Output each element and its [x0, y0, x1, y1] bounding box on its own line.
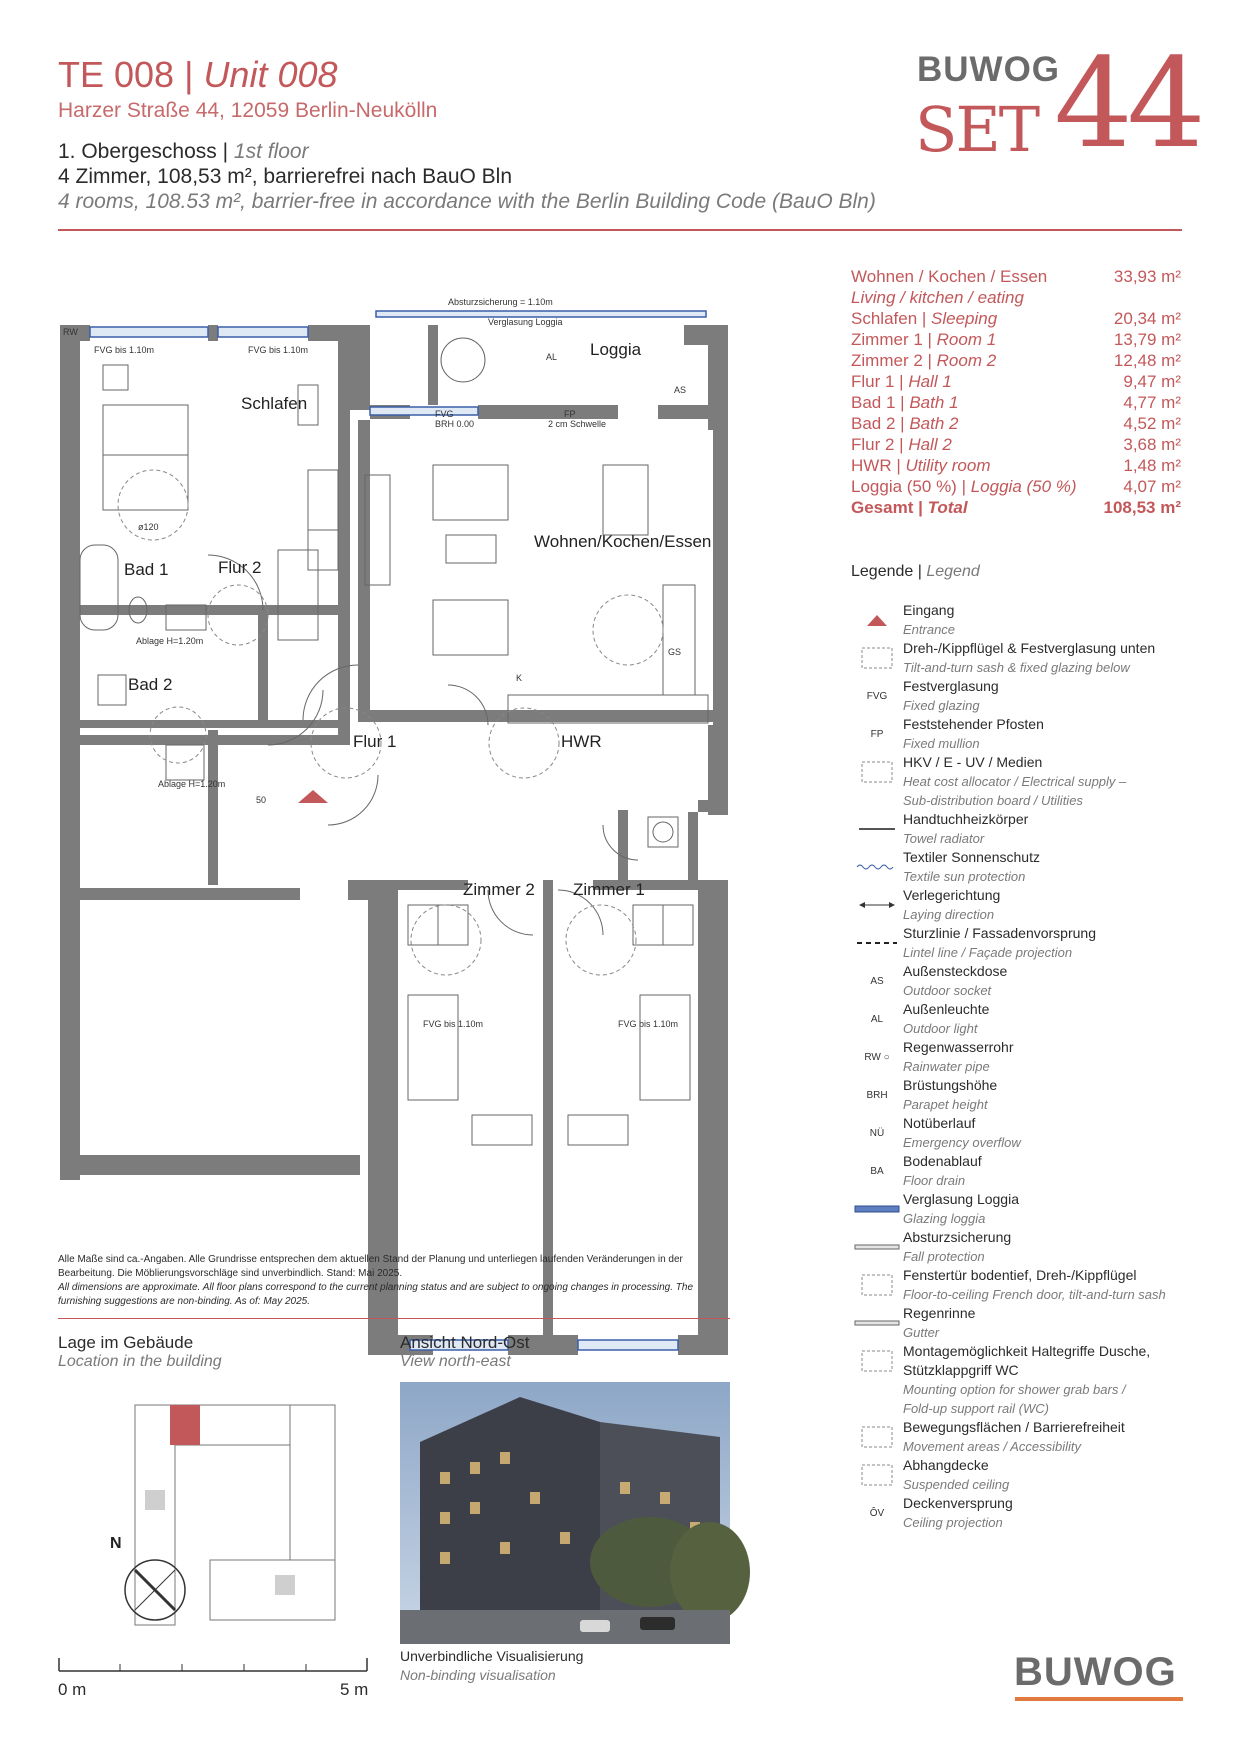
label-rw: RW: [63, 327, 78, 337]
area-label-de: Schlafen |: [851, 309, 927, 328]
legend-de: Außensteckdose: [903, 963, 1008, 979]
legend-en: Fixed glazing: [903, 698, 980, 713]
gutter-icon: [851, 1304, 903, 1342]
area-label-de: Flur 1 |: [851, 372, 904, 391]
legend-de: Brüstungshöhe: [903, 1077, 998, 1093]
area-row-en: [851, 287, 1181, 308]
legend-text: [903, 1190, 1191, 1228]
area-row: [851, 266, 1181, 287]
rooms-summary-de: 4 Zimmer, 108,53 m², barrierefrei nach BauO Bln: [58, 165, 513, 188]
legend-text: [903, 924, 1191, 962]
label-fvg: FVG bis 1.10m: [94, 345, 155, 355]
legend-text: [903, 1456, 1191, 1494]
area-value: 20,34 m²: [1113, 309, 1181, 328]
entrance-icon: [851, 601, 903, 639]
legend-en: Suspended ceiling: [903, 1477, 1010, 1492]
legend-text: [903, 1076, 1191, 1114]
location-title-de: Lage im Gebäude: [58, 1333, 194, 1352]
legend-item: [851, 601, 1191, 639]
laying-direction-icon: [851, 886, 903, 924]
area-label: [851, 476, 1077, 497]
area-row: [851, 476, 1181, 497]
legend-en: Lintel line / Façade projection: [903, 945, 1073, 960]
legend-en: Laying direction: [903, 907, 995, 922]
area-value: 33,93 m²: [1113, 267, 1181, 286]
area-label-en: Total: [927, 498, 968, 517]
legend-de: Feststehender Pfosten: [903, 716, 1044, 732]
disclaimer-en: All dimensions are approximate. All floor plans correspond to the current planning status and are subject to ongoing changes in processing. The furnishing suggestions are non-binding. As of: May 2025.: [58, 1282, 693, 1307]
legend-de: Regenwasserrohr: [903, 1039, 1014, 1055]
area-label-en: Bath 2: [909, 414, 959, 433]
legend-en: Emergency overflow: [903, 1135, 1021, 1150]
legend-en: Fixed mullion: [903, 736, 980, 751]
legend-text: [903, 848, 1191, 886]
floor-en: 1st floor: [233, 140, 309, 163]
floor-drain-icon: BA: [870, 1165, 884, 1177]
legend-item: [851, 1418, 1191, 1456]
legend-item: [851, 810, 1191, 848]
legend-list: [851, 601, 1191, 1532]
area-label: [851, 434, 952, 455]
area-label-de: Gesamt |: [851, 498, 923, 517]
north-label: N: [110, 1535, 122, 1552]
legend-en: Sub-distribution board / Utilities: [903, 793, 1083, 808]
entrance-marker: [298, 790, 328, 803]
legend-en: Floor-to-ceiling French door, tilt-and-turn sash: [903, 1287, 1166, 1302]
legend-en: Outdoor socket: [903, 983, 992, 998]
rooms-summary-en: 4 rooms, 108.53 m², barrier-free in accordance with the Berlin Building Code (BauO Bln): [58, 190, 876, 213]
room-hwr: HWR: [561, 732, 602, 751]
label-d120: ø120: [138, 522, 159, 532]
loggia-table: [441, 338, 485, 382]
building-visualisation: [400, 1382, 730, 1644]
legend-item: [851, 848, 1191, 886]
legend-de: Dreh-/Kippflügel & Festverglasung unten: [903, 640, 1156, 656]
notes-divider: [58, 1318, 730, 1319]
legend-item: [851, 1228, 1191, 1266]
legend-en: Movement areas / Accessibility: [903, 1439, 1081, 1454]
bed-schlafen: [103, 405, 188, 510]
legend-title: [851, 563, 980, 581]
area-label-en: Living / kitchen / eating: [851, 288, 1024, 307]
legend-de: Deckenversprung: [903, 1495, 1013, 1511]
legend-de: Eingang: [903, 602, 955, 618]
room-zimmer2: Zimmer 2: [463, 880, 535, 899]
visualisation-caption-de: Unverbindliche Visualisierung: [400, 1648, 584, 1664]
area-row: [851, 434, 1181, 455]
towel-radiator-icon: [851, 810, 903, 848]
legend-text: [903, 810, 1191, 848]
area-label-de: Wohnen / Kochen / Essen: [851, 267, 1048, 286]
legend-text: [903, 1228, 1191, 1266]
label-fp: FP: [564, 409, 576, 419]
fixed-glazing-icon: FVG: [866, 690, 888, 702]
area-label-de: Loggia (50 %) |: [851, 477, 966, 496]
area-row: [851, 413, 1181, 434]
area-value: 4,07 m²: [1123, 477, 1181, 496]
room-bad1: Bad 1: [124, 560, 169, 579]
dining-table: [603, 465, 648, 535]
area-row: [851, 350, 1181, 371]
utilities-icon: [851, 753, 903, 791]
area-value: 9,47 m²: [1123, 372, 1181, 391]
legend-en: Textile sun protection: [903, 869, 1026, 884]
suspended-ceiling-icon: [851, 1456, 903, 1494]
legend-item: [851, 962, 1191, 1000]
legend-item: [851, 753, 1191, 810]
legend-text: [903, 1266, 1191, 1304]
label-absturz: Absturzsicherung = 1.10m: [448, 297, 553, 307]
legend-en: Mounting option for shower grab bars /: [903, 1382, 1126, 1397]
area-label: [851, 497, 968, 518]
legend-item: [851, 1190, 1191, 1228]
legend-de: Verlegerichtung: [903, 887, 1001, 903]
area-row: [851, 308, 1181, 329]
area-label-en: Room 1: [936, 330, 997, 349]
area-label-en: Room 2: [936, 351, 997, 370]
legend-en: Rainwater pipe: [903, 1059, 990, 1074]
legend-de: Stützklappgriff WC: [903, 1362, 1019, 1378]
area-label-de: Bad 1 |: [851, 393, 905, 412]
legend-de: Außenleuchte: [903, 1001, 990, 1017]
fall-protection-icon: [851, 1228, 903, 1266]
label-as: AS: [674, 385, 687, 395]
legend-en: Outdoor light: [903, 1021, 978, 1036]
room-zimmer1: Zimmer 1: [573, 880, 645, 899]
legend-text: [903, 886, 1191, 924]
label-brh: BRH 0.00: [435, 419, 475, 429]
area-row: [851, 497, 1181, 518]
parapet-icon: BRH: [866, 1089, 888, 1101]
floor-line: [58, 140, 309, 164]
legend-en: Heat cost allocator / Electrical supply –: [903, 774, 1127, 789]
label-schwelle: 2 cm Schwelle: [548, 419, 607, 429]
legend-text: [903, 601, 1191, 639]
footer-logo-underline: [1015, 1697, 1183, 1701]
bed-zimmer2: [408, 995, 458, 1100]
area-label-de: Zimmer 2 |: [851, 351, 932, 370]
legend-en: Gutter: [903, 1325, 940, 1340]
label-ablage: Ablage H=1.20m: [136, 636, 204, 646]
room-flur1: Flur 1: [353, 732, 397, 751]
area-label: [851, 329, 996, 350]
legend-item: [851, 715, 1191, 753]
legend-item: [851, 1494, 1191, 1532]
label-fvg: FVG: [435, 409, 454, 419]
loggia-glazing-icon: [851, 1190, 903, 1228]
area-label-de: Zimmer 1 |: [851, 330, 932, 349]
legend-text: [903, 639, 1191, 677]
room-wohnen: Wohnen/Kochen/Essen: [534, 532, 712, 551]
location-section: [58, 1333, 222, 1371]
footer-brand-logo: BUWOG: [1014, 1650, 1177, 1694]
legend-de: Abhangdecke: [903, 1457, 989, 1473]
legend-item: [851, 1266, 1191, 1304]
brand-logo-text: BUWOG: [917, 50, 1061, 89]
legend-en: Parapet height: [903, 1097, 988, 1112]
scale-start: 0 m: [58, 1680, 87, 1699]
legend-de: Sturzlinie / Fassadenvorsprung: [903, 925, 1096, 941]
legend-item: [851, 1342, 1191, 1418]
label-al: AL: [546, 352, 558, 362]
area-value: 13,79 m²: [1113, 330, 1181, 349]
project-logo-word: SET: [915, 93, 1039, 166]
fixed-mullion-icon: FP: [870, 728, 884, 740]
legend-en: Tilt-and-turn sash & fixed glazing below: [903, 660, 1130, 675]
label-dim: 50: [256, 795, 267, 805]
view-section: [400, 1333, 529, 1371]
legend-de: HKV / E - UV / Medien: [903, 754, 1043, 770]
legend-item: [851, 639, 1191, 677]
area-value: 1,48 m²: [1123, 456, 1181, 475]
legend-item: [851, 1152, 1191, 1190]
bathtub: [80, 545, 118, 630]
legend-de: Fenstertür bodentief, Dreh-/Kippflügel: [903, 1267, 1137, 1283]
movement-area-icon: [851, 1418, 903, 1456]
visualisation-caption-en: Non-binding visualisation: [400, 1667, 556, 1683]
rainwater-pipe-icon: RW ○: [864, 1051, 890, 1063]
area-label: [851, 455, 991, 476]
sofa: [433, 465, 508, 520]
scale-end: 5 m: [340, 1680, 369, 1699]
legend-text: [903, 1418, 1191, 1456]
ceiling-projection-icon: ÔV: [869, 1507, 885, 1519]
legend-de: Handtuchheizkörper: [903, 811, 1029, 827]
header-divider: [58, 229, 1182, 231]
area-value: 3,68 m²: [1123, 435, 1181, 454]
label-fvg: FVG bis 1.10m: [423, 1019, 484, 1029]
disclaimer-de: Alle Maße sind ca.-Angaben. Alle Grundrisse entsprechen dem aktuellen Stand der Planung und unterliegen laufenden Veränderungen in der Bearbeitung. Die Möblierungsvorschläge sind unverbindlich. Stand: Mai 2025.: [58, 1254, 683, 1279]
legend-de: Regenrinne: [903, 1305, 976, 1321]
area-label-en: Hall 1: [908, 372, 952, 391]
legend-text: [903, 753, 1191, 810]
lintel-line-icon: [851, 924, 903, 962]
area-value: 12,48 m²: [1113, 351, 1181, 370]
bed-zimmer1: [640, 995, 690, 1100]
area-value: 108,53 m²: [1103, 498, 1181, 517]
view-title-de: Ansicht Nord-Ost: [400, 1333, 530, 1352]
outdoor-light-icon: AL: [870, 1013, 884, 1025]
legend-de: Absturzsicherung: [903, 1229, 1012, 1245]
legend-item: [851, 924, 1191, 962]
legend-en: Ceiling projection: [903, 1515, 1003, 1530]
disclaimer: [58, 1253, 730, 1309]
area-table: [851, 266, 1181, 518]
french-door-icon: [851, 1266, 903, 1304]
legend-text: [903, 962, 1191, 1000]
legend-text: [903, 1114, 1191, 1152]
legend-text: [903, 1494, 1191, 1532]
area-label-en: Hall 2: [908, 435, 952, 454]
area-label-en: Sleeping: [931, 309, 998, 328]
grab-bar-icon: [851, 1342, 903, 1380]
area-row: [851, 455, 1181, 476]
address: Harzer Straße 44, 12059 Berlin-Neukölln: [58, 99, 438, 122]
legend-text: [903, 1152, 1191, 1190]
area-label: [851, 350, 996, 371]
view-title-en: View north-east: [400, 1353, 511, 1370]
legend-en: Floor drain: [903, 1173, 966, 1188]
area-row: [851, 329, 1181, 350]
area-label: [851, 266, 1047, 287]
area-label: [851, 413, 958, 434]
scale-bar: [58, 1658, 368, 1672]
project-logo-number: 44: [1054, 32, 1200, 176]
area-label: [851, 371, 952, 392]
legend-de: Festverglasung: [903, 678, 999, 694]
label-verglasung: Verglasung Loggia: [488, 317, 563, 327]
legend-de: Montagemöglichkeit Haltegriffe Dusche,: [903, 1343, 1151, 1359]
area-row: [851, 392, 1181, 413]
legend-en: Towel radiator: [903, 831, 985, 846]
unit-en: Unit 008: [203, 54, 338, 95]
legend-item: [851, 677, 1191, 715]
legend-text: [903, 1000, 1191, 1038]
legend-en: Fold-up support rail (WC): [903, 1401, 1049, 1416]
area-row: [851, 371, 1181, 392]
page-title: [58, 54, 338, 96]
site-plan: [110, 1400, 350, 1635]
legend-text: [903, 715, 1191, 753]
legend-item: [851, 1076, 1191, 1114]
area-label: [851, 392, 958, 413]
legend-de: Bodenablauf: [903, 1153, 982, 1169]
overflow-icon: NÜ: [869, 1127, 885, 1139]
legend-de: Verglasung Loggia: [903, 1191, 1019, 1207]
legend-text: [903, 1342, 1191, 1418]
unit-location-marker: [170, 1405, 200, 1445]
legend-title-de: Legende |: [851, 563, 922, 580]
legend-item: [851, 1456, 1191, 1494]
legend-item: [851, 1114, 1191, 1152]
legend-en: Fall protection: [903, 1249, 985, 1264]
area-label: [851, 308, 997, 329]
legend-item: [851, 1038, 1191, 1076]
floor-plan: [58, 297, 738, 1195]
area-label-en: Loggia (50 %): [970, 477, 1077, 496]
room-loggia: Loggia: [590, 340, 642, 359]
sofa: [433, 600, 508, 655]
legend-de: Notüberlauf: [903, 1115, 976, 1131]
area-label-en: Utility room: [905, 456, 991, 475]
sun-protection-icon: [851, 848, 903, 886]
area-value: 4,52 m²: [1123, 414, 1181, 433]
legend-de: Bewegungsflächen / Barrierefreiheit: [903, 1419, 1125, 1435]
label-fvg: FVG bis 1.10m: [248, 345, 309, 355]
area-value: 4,77 m²: [1123, 393, 1181, 412]
unit-de: TE 008 |: [58, 54, 194, 95]
label-ablage: Ablage H=1.20m: [158, 779, 226, 789]
area-label-en: Bath 1: [909, 393, 959, 412]
area-label-de: Bad 2 |: [851, 414, 905, 433]
room-flur2: Flur 2: [218, 558, 262, 577]
label-gs: GS: [668, 647, 682, 657]
floor-de: 1. Obergeschoss |: [58, 140, 229, 163]
outdoor-socket-icon: AS: [870, 975, 884, 987]
area-label-de: HWR |: [851, 456, 901, 475]
area-label-de: Flur 2 |: [851, 435, 904, 454]
room-schlafen: Schlafen: [241, 394, 308, 413]
legend-de: Textiler Sonnenschutz: [903, 849, 1040, 865]
legend-en: Entrance: [903, 622, 956, 637]
legend-item: [851, 886, 1191, 924]
legend-item: [851, 1304, 1191, 1342]
legend-en: Glazing loggia: [903, 1211, 986, 1226]
legend-item: [851, 1000, 1191, 1038]
legend-text: [903, 677, 1191, 715]
tilt-turn-icon: [851, 639, 903, 677]
label-kitchen: K: [516, 673, 523, 683]
legend-text: [903, 1304, 1191, 1342]
location-title-en: Location in the building: [58, 1353, 222, 1370]
walls: [60, 325, 728, 1355]
legend-text: [903, 1038, 1191, 1076]
label-fvg: FVG bis 1.10m: [618, 1019, 679, 1029]
legend-title-en: Legend: [926, 563, 980, 580]
room-bad2: Bad 2: [128, 675, 173, 694]
